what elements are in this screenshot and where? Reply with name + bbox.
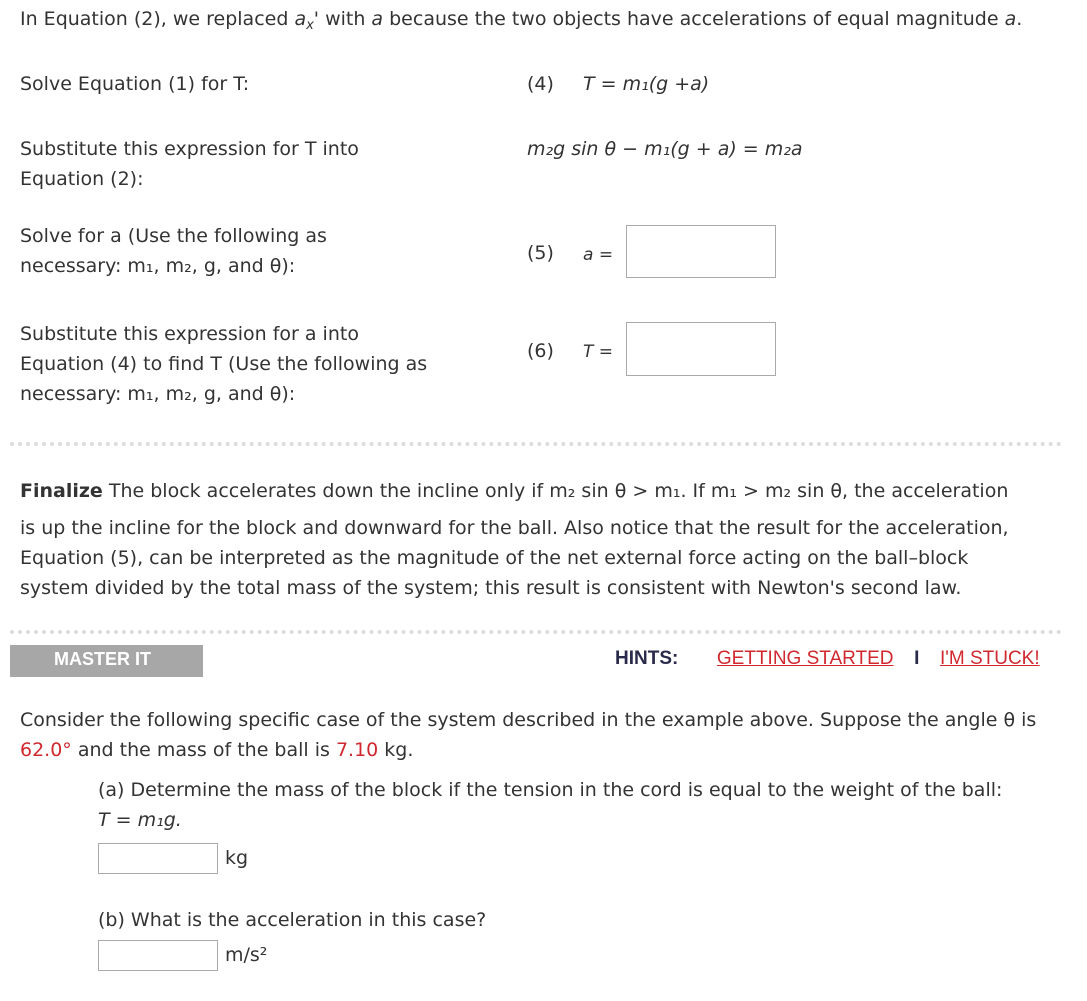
finalize-label: Finalize — [20, 480, 103, 502]
prime-mark: ' — [313, 8, 320, 30]
var-a: a — [371, 8, 384, 30]
equation-6-number: (6) — [527, 340, 554, 362]
hints-bar — [615, 648, 1040, 670]
step-5-description-line1: Solve for a (Use the following as — [20, 225, 327, 247]
equation-4-number: (4) — [527, 73, 554, 95]
step-6-description-line1: Substitute this expression for a into — [20, 323, 359, 345]
equation-5-label: a = — [583, 245, 614, 265]
im-stuck-link[interactable]: I'M STUCK! — [939, 648, 1040, 669]
problem-text: and the mass of the ball is — [71, 739, 336, 761]
mass-value: 7.10 — [335, 739, 379, 761]
subscript-x: x — [306, 18, 314, 33]
answer-t-input[interactable] — [626, 322, 776, 376]
intro-text — [20, 4, 1022, 34]
problem-line1: Consider the following specific case of the system described in the example above. Suppose the angle θ is — [20, 709, 1037, 731]
part-a-question-line2: T = m₁g. — [98, 809, 182, 831]
finalize-line1 — [20, 476, 1008, 506]
step-4-description: Solve Equation (1) for T: — [20, 73, 250, 95]
answer-a-input[interactable] — [626, 225, 776, 278]
intro-part: with — [319, 8, 372, 30]
part-b-answer-input[interactable] — [98, 940, 218, 971]
getting-started-link[interactable]: GETTING STARTED — [716, 648, 894, 669]
substituted-equation: m₂g sin θ − m₁(g + a) = m₂a — [527, 138, 803, 160]
var-a: a — [1004, 8, 1017, 30]
equation-6-label: T = — [583, 342, 614, 362]
intro-part: . — [1016, 8, 1023, 30]
step-substitute-description-line2: Equation (2): — [20, 168, 144, 190]
finalize-text: The block accelerates down the incline only if m₂ sin θ > m₁. If m₁ > m₂ sin θ, the acceleration — [102, 480, 1009, 502]
intro-part: In Equation (2), we replaced — [20, 8, 295, 30]
problem-text: kg. — [378, 739, 414, 761]
finalize-line2: is up the incline for the block and downward for the ball. Also notice that the result for the acceleration, — [20, 517, 1009, 539]
step-6-description-line2: Equation (4) to find T (Use the following as — [20, 353, 428, 375]
master-it-tab: MASTER IT — [10, 645, 203, 677]
step-5-description-line2: necessary: m₁, m₂, g, and θ): — [20, 255, 296, 277]
part-b-question: (b) What is the acceleration in this case? — [98, 909, 487, 931]
part-b-unit: m/s² — [225, 944, 268, 966]
problem-line2 — [20, 735, 413, 765]
part-a-answer-input[interactable] — [98, 843, 218, 874]
angle-value: 62.0° — [20, 739, 72, 761]
step-substitute-description-line1: Substitute this expression for T into — [20, 138, 359, 160]
finalize-line4: system divided by the total mass of the system; this result is consistent with Newton's second law. — [20, 577, 962, 599]
finalize-line3: Equation (5), can be interpreted as the magnitude of the net external force acting on the ball–block — [20, 547, 969, 569]
step-6-description-line3: necessary: m₁, m₂, g, and θ): — [20, 383, 296, 405]
hint-separator: I — [914, 648, 920, 669]
dotted-divider — [10, 442, 1062, 446]
dotted-divider — [10, 630, 1062, 634]
part-a-unit: kg — [225, 847, 249, 869]
equation-5-number: (5) — [527, 242, 554, 264]
part-a-question-line1: (a) Determine the mass of the block if the tension in the cord is equal to the weight of the ball: — [98, 779, 1003, 801]
hints-label: HINTS: — [615, 648, 679, 669]
equation-4: T = m₁(g +a) — [583, 73, 710, 95]
intro-part: because the two objects have accelerations of equal magnitude — [383, 8, 1005, 30]
var-a: a — [294, 8, 307, 30]
